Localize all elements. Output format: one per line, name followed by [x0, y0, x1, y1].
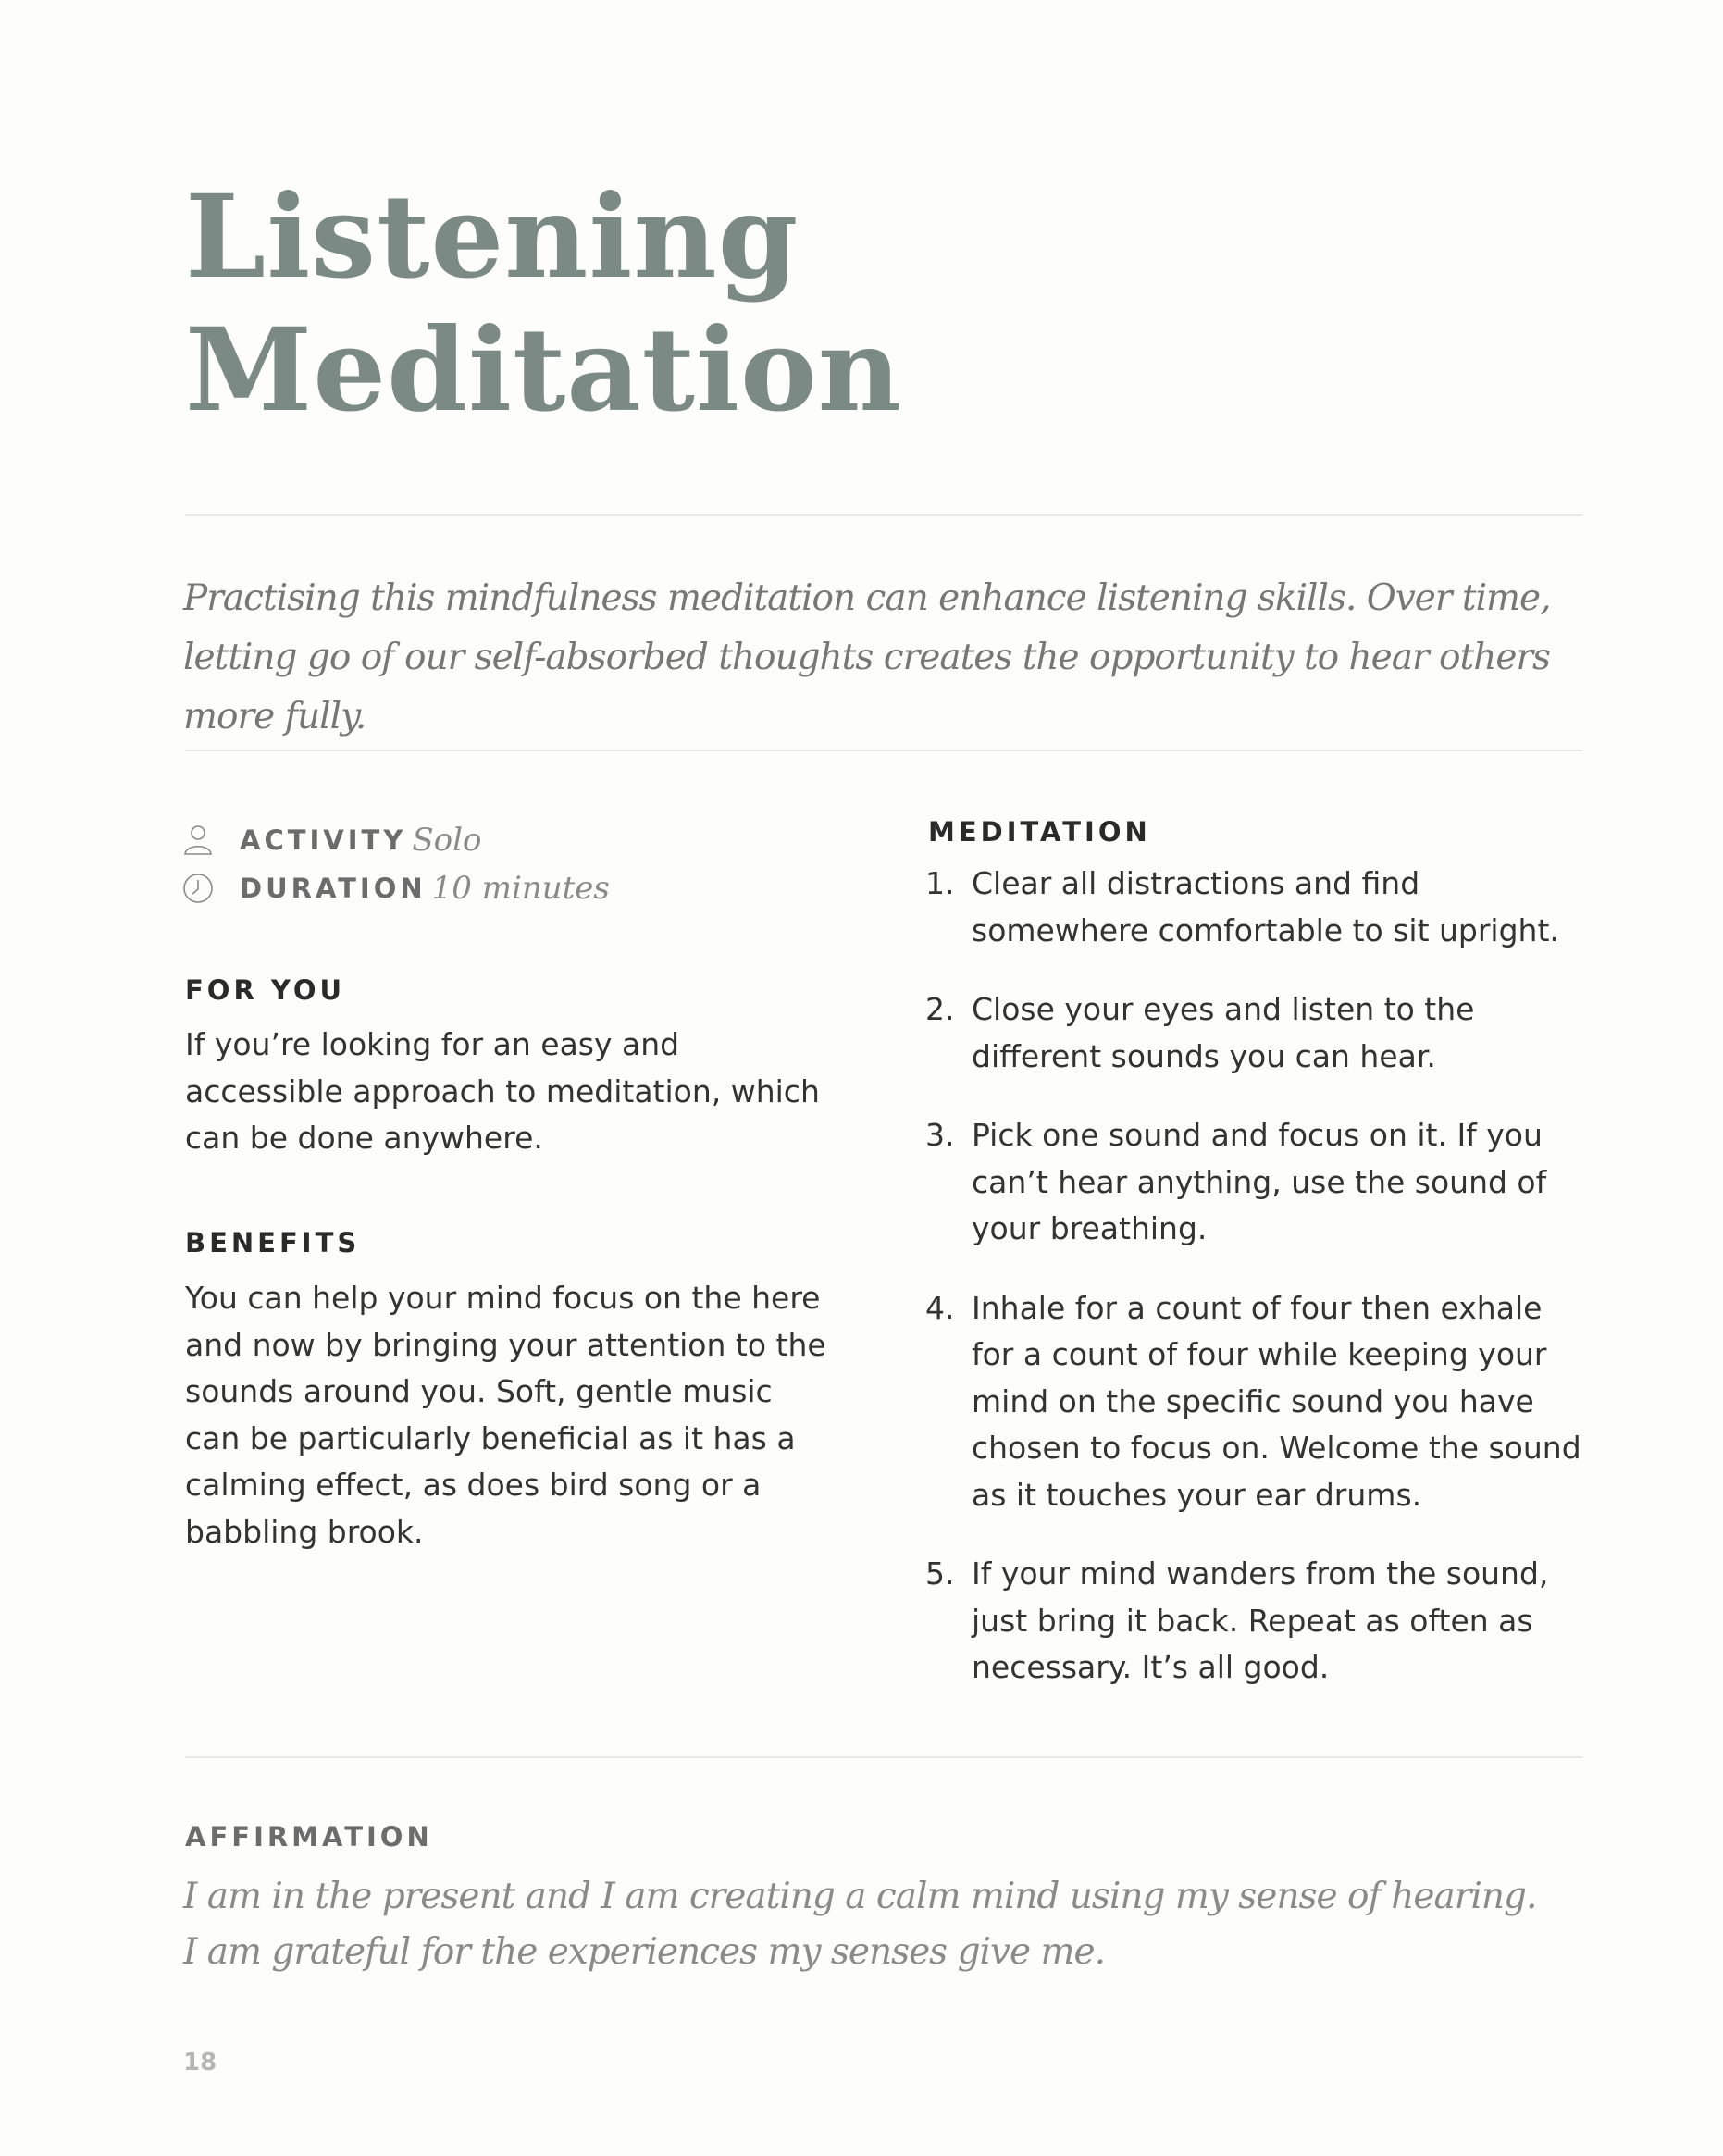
step-number: 3.: [925, 1117, 955, 1153]
duration-label: DURATION: [240, 873, 427, 904]
divider-bottom: [185, 1756, 1582, 1758]
step-text: Pick one sound and focus on it. If you can’t hear anything, use the sound of your breathing.: [972, 1117, 1547, 1246]
benefits-heading: BENEFITS: [185, 1227, 361, 1258]
step-2: [925, 986, 1592, 1080]
activity-row: [182, 816, 610, 864]
page-number: 18: [183, 2049, 217, 2076]
meditation-steps: [925, 861, 1592, 1691]
duration-row: [182, 864, 610, 912]
step-text: If your mind wanders from the sound, just bring it back. Repeat as often as necessary. It’s all good.: [972, 1555, 1549, 1685]
step-5: [925, 1551, 1592, 1691]
step-4: [925, 1285, 1592, 1519]
step-text: Inhale for a count of four then exhale for a count of four while keeping your mind on the specific sound you have chosen to focus on. Welcome the sound as it touches your ear drums.: [972, 1289, 1581, 1513]
meta-info: [182, 816, 610, 912]
title-line-2: Meditation: [185, 304, 902, 438]
benefits-text: You can help your mind focus on the here and now by bringing your attention to the sounds around you. Soft, gentle music can be particularly beneficial as it has a calming effect, as does bird song or a babbling brook.: [185, 1280, 826, 1550]
page-title: [185, 171, 902, 438]
person-icon: [182, 824, 214, 856]
affirmation-heading: AFFIRMATION: [185, 1821, 433, 1852]
duration-value: 10 minutes: [431, 870, 610, 907]
divider-intro: [185, 750, 1582, 751]
step-number: 5.: [925, 1555, 955, 1592]
clock-icon: [182, 873, 214, 904]
affirmation-line-1: I am in the present and I am creating a calm mind using my sense of hearing.: [183, 1876, 1537, 1917]
step-3: [925, 1112, 1592, 1253]
divider-top: [185, 514, 1582, 516]
step-text: Clear all distractions and find somewhere comfortable to sit upright.: [972, 865, 1559, 948]
step-text: Close your eyes and listen to the different sounds you can hear.: [972, 991, 1475, 1074]
for-you-text: If you’re looking for an easy and accessible approach to meditation, which can be done anywhere.: [185, 1026, 820, 1156]
step-number: 1.: [925, 865, 955, 901]
title-line-1: Listening: [185, 170, 800, 304]
affirmation-line-2: I am grateful for the experiences my senses give me.: [183, 1931, 1105, 1973]
step-number: 2.: [925, 991, 955, 1027]
intro-text: Practising this mindfulness meditation can enhance listening skills. Over time, letting go of our self-absorbed thoughts creates the opportunity to hear others more fully.: [183, 577, 1551, 737]
affirmation-text: [183, 1869, 1571, 1980]
step-1: [925, 861, 1592, 954]
for-you-heading: FOR YOU: [185, 974, 346, 1006]
activity-value: Solo: [412, 822, 482, 859]
meditation-heading: MEDITATION: [928, 816, 1151, 848]
step-number: 4.: [925, 1289, 955, 1326]
activity-label: ACTIVITY: [240, 824, 407, 856]
